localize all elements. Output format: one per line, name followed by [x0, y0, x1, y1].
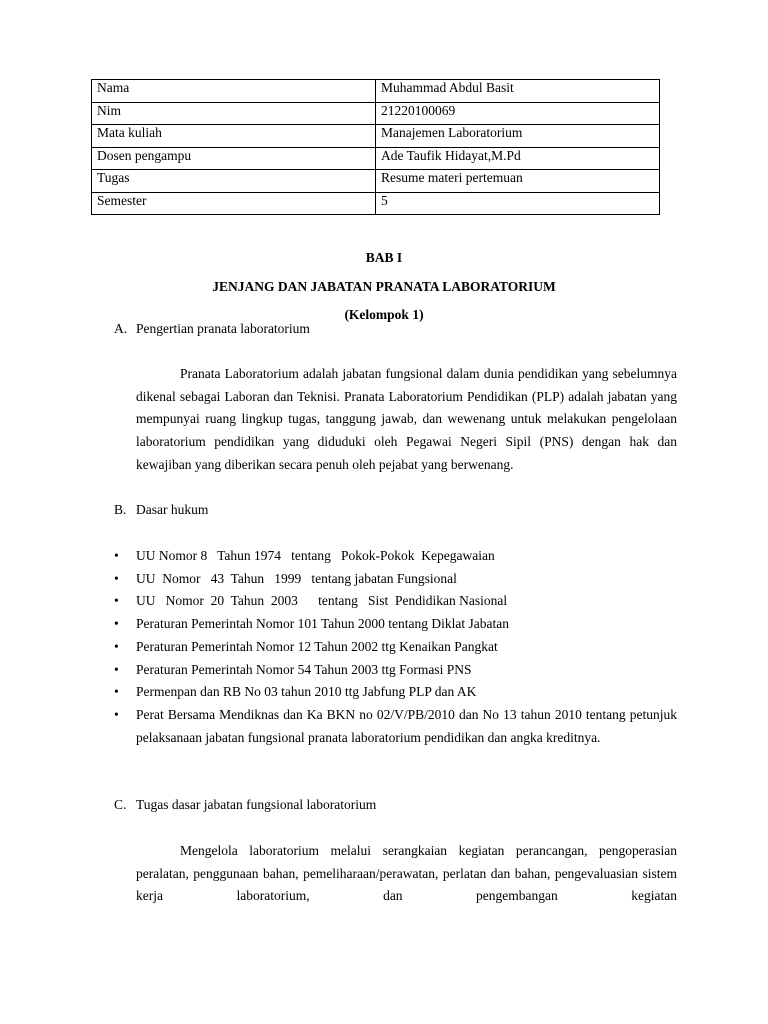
list-item	[114, 704, 677, 749]
section-b-title: Dasar hukum	[136, 502, 209, 517]
list-item	[114, 613, 677, 636]
info-value: 5	[376, 192, 660, 215]
info-value: Manajemen Laboratorium	[376, 125, 660, 148]
info-value: Muhammad Abdul Basit	[376, 80, 660, 103]
list-item	[114, 681, 677, 704]
info-value: Ade Taufik Hidayat,M.Pd	[376, 147, 660, 170]
bullet: •	[114, 706, 119, 722]
section-a-paragraph	[136, 363, 677, 477]
list-item-text: UU Nomor 20 Tahun 2003 tentang Sist Pendidikan Nasional	[136, 593, 508, 609]
list-item-text: Peraturan Pemerintah Nomor 54 Tahun 2003 ttg Formasi PNS	[136, 661, 472, 677]
section-c-label: C.	[114, 797, 127, 812]
section-c-title: Tugas dasar jabatan fungsional laboratorium	[136, 797, 377, 812]
table-row	[92, 192, 660, 215]
info-value: Resume materi pertemuan	[376, 170, 660, 193]
list-item	[114, 568, 677, 591]
list-item-text: Perat Bersama Mendiknas dan Ka BKN no 02/V/PB/2010 dan No 13 tahun 2010 tentang petunjuk pelaksanaan jabatan fungsional pranata laboratorium pendidikan dan angka kreditnya.	[136, 706, 677, 745]
table-row	[92, 147, 660, 170]
section-c-paragraph	[136, 840, 677, 908]
section-c-text: Mengelola laboratorium melalui serangkaian kegiatan perancangan, pengoperasian peralatan, penggunaan bahan, pemeliharaan/perawatan, perlatan dan bahan, pengevaluasian sistem kerja laboratorium, dan pengembangan kegiatan	[136, 843, 677, 904]
section-a-heading	[114, 321, 310, 337]
list-item-text: UU Nomor 43 Tahun 1999 tentang jabatan Fungsional	[136, 570, 457, 586]
section-a-label: A.	[114, 321, 128, 336]
chapter-number: BAB I	[365, 250, 403, 265]
info-value: 21220100069	[376, 102, 660, 125]
list-item-text: Peraturan Pemerintah Nomor 12 Tahun 2002 ttg Kenaikan Pangkat	[136, 638, 498, 654]
list-item-text: Permenpan dan RB No 03 tahun 2010 ttg Jabfung PLP dan AK	[136, 684, 477, 700]
bullet: •	[114, 684, 119, 700]
legal-basis-list	[114, 545, 677, 749]
group-label: (Kelompok 1)	[344, 307, 424, 322]
info-label: Tugas	[92, 170, 376, 193]
bullet: •	[114, 616, 119, 632]
info-label: Semester	[92, 192, 376, 215]
section-b-label: B.	[114, 502, 127, 517]
list-item	[114, 636, 677, 659]
table-row	[92, 102, 660, 125]
list-item	[114, 659, 677, 682]
bullet: •	[114, 661, 119, 677]
chapter-title: JENJANG DAN JABATAN PRANATA LABORATORIUM	[212, 279, 556, 294]
bullet: •	[114, 593, 119, 609]
section-c-heading	[114, 797, 376, 813]
info-label: Nama	[92, 80, 376, 103]
table-row	[92, 80, 660, 103]
table-row	[92, 170, 660, 193]
list-item	[114, 590, 677, 613]
info-label: Dosen pengampu	[92, 147, 376, 170]
list-item-text: UU Nomor 8 Tahun 1974 tentang Pokok-Pokok Kepegawaian	[136, 548, 495, 563]
bullet: •	[114, 548, 119, 563]
bullet: •	[114, 638, 119, 654]
info-label: Mata kuliah	[92, 125, 376, 148]
bullet: •	[114, 570, 119, 586]
section-b-heading	[114, 502, 208, 518]
list-item-text: Peraturan Pemerintah Nomor 101 Tahun 2000 tentang Diklat Jabatan	[136, 616, 509, 632]
section-a-title: Pengertian pranata laboratorium	[136, 321, 310, 336]
section-a-text: Pranata Laboratorium adalah jabatan fungsional dalam dunia pendidikan yang sebelumnya dikenal sebagai Laboran dan Teknisi. Pranata Laboratorium Pendidikan (PLP) adalah jabatan yang mempunyai ruang lingkup tugas, tanggung jawab, dan wewenang untuk melakukan pengelolaan laboratorium pendidikan yang diduduki oleh Pegawai Negeri Sipil (PNS) dengan hak dan kewajiban yang diberikan secara penuh oleh pejabat yang berwenang.	[136, 366, 677, 472]
student-info-table	[91, 79, 660, 215]
info-label: Nim	[92, 102, 376, 125]
table-row	[92, 125, 660, 148]
list-item	[114, 545, 677, 568]
